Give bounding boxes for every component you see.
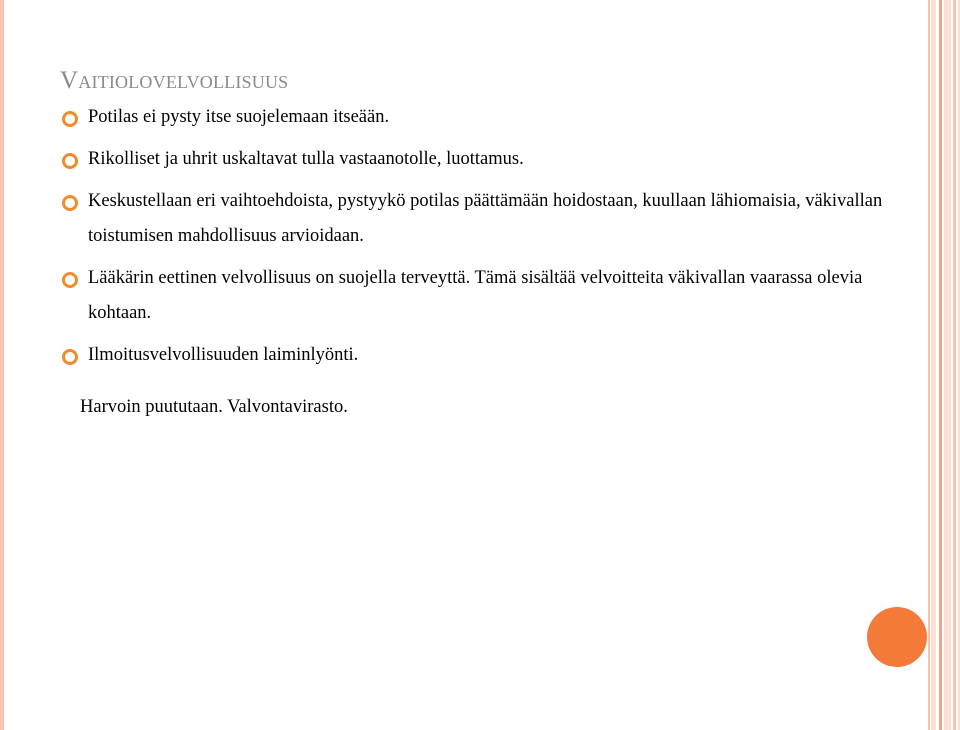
- bullet-text: Keskustellaan eri vaihtoehdoista, pystyykö potilas päättämään hoidostaan, kuullaan lähiomaisia, väkivallan toistumisen mahdollisuus arvioidaan.: [88, 191, 883, 246]
- stripe: [931, 0, 936, 730]
- ring-bullet-icon: [62, 195, 78, 211]
- slide-title: Vaitiolovelvollisuus: [60, 67, 289, 94]
- bullet-text: Potilas ei pysty itse suojelemaan itseään.: [88, 107, 390, 127]
- bullet-text: Lääkärin eettinen velvollisuus on suojella terveyttä. Tämä sisältää velvoitteita väkivallan vaarassa olevia kohtaan.: [88, 268, 863, 323]
- right-decorative-stripes: [920, 0, 960, 730]
- bullet-item: [60, 338, 900, 373]
- bullet-item: [60, 100, 900, 135]
- ring-bullet-icon: [62, 272, 78, 288]
- plain-text-line: Harvoin puututaan. Valvontavirasto.: [80, 397, 348, 417]
- bullet-item: [60, 142, 900, 177]
- bullet-list: [60, 100, 900, 380]
- orange-circle-decoration: [867, 607, 927, 667]
- bullet-text: Ilmoitusvelvollisuuden laiminlyönti.: [88, 345, 359, 365]
- ring-bullet-icon: [62, 153, 78, 169]
- bullet-text: Rikolliset ja uhrit uskaltavat tulla vastaanotolle, luottamus.: [88, 149, 524, 169]
- ring-bullet-icon: [62, 349, 78, 365]
- bullet-item: [60, 184, 900, 254]
- stripe: [944, 0, 951, 730]
- left-border-stripe: [0, 0, 4, 730]
- bullet-item: [60, 261, 900, 331]
- stripe: [928, 0, 930, 730]
- stripe: [953, 0, 956, 730]
- stripe: [939, 0, 942, 730]
- ring-bullet-icon: [62, 111, 78, 127]
